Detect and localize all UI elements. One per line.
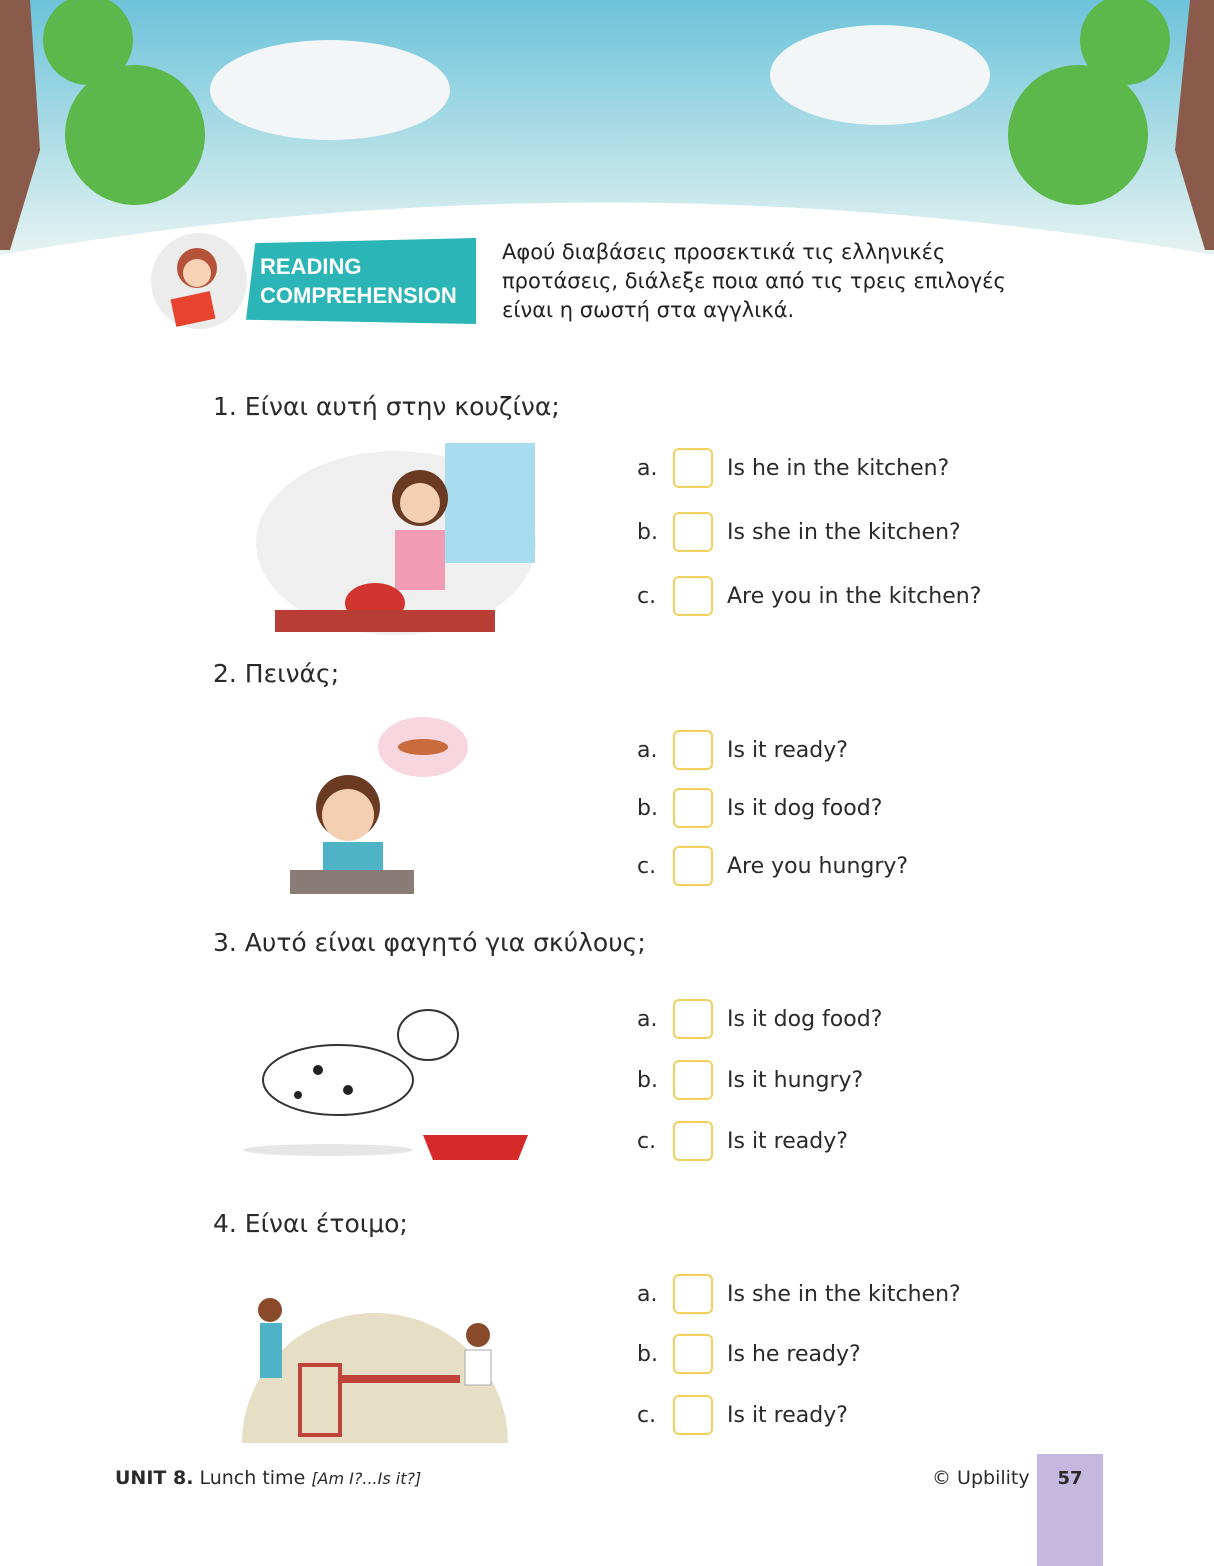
child-with-book-icon <box>151 233 247 329</box>
option-text: Is he in the kitchen? <box>727 455 950 481</box>
page-number: 57 <box>1057 1468 1083 1489</box>
option-letter: a. <box>637 1006 658 1032</box>
option-letter: a. <box>637 455 658 481</box>
answer-checkbox[interactable] <box>673 448 713 488</box>
hungry-boy-illustration <box>288 712 473 897</box>
option-text: Is it ready? <box>727 1128 848 1154</box>
q3-option-a[interactable] <box>637 999 882 1039</box>
q2-option-a[interactable] <box>637 730 848 770</box>
footer-unit <box>115 1467 421 1489</box>
option-letter: c. <box>637 1128 657 1154</box>
q1-option-b[interactable] <box>637 512 961 552</box>
option-text: Is it dog food? <box>727 1006 883 1032</box>
q2-option-c[interactable] <box>637 846 908 886</box>
question-3-title: 3. Αυτό είναι φαγητό για σκύλους; <box>213 928 646 957</box>
answer-checkbox[interactable] <box>673 576 713 616</box>
option-letter: c. <box>637 583 657 609</box>
option-letter: b. <box>637 1341 658 1367</box>
q3-option-b[interactable] <box>637 1060 863 1100</box>
option-letter: b. <box>637 519 658 545</box>
answer-checkbox[interactable] <box>673 788 713 828</box>
option-letter: c. <box>637 1402 657 1428</box>
q3-option-c[interactable] <box>637 1121 848 1161</box>
option-letter: a. <box>637 1281 658 1307</box>
option-text: Are you in the kitchen? <box>727 583 982 609</box>
unit-subtitle: [Am I?...Is it?] <box>311 1469 422 1488</box>
question-4-title: 4. Είναι έτοιμο; <box>213 1209 408 1238</box>
answer-checkbox[interactable] <box>673 1121 713 1161</box>
option-text: Is it dog food? <box>727 795 883 821</box>
banner-line-2: COMPREHENSION <box>260 283 457 308</box>
mother-cooking-illustration <box>255 438 537 636</box>
unit-title: Lunch time <box>199 1467 306 1489</box>
answer-checkbox[interactable] <box>673 999 713 1039</box>
sky-header-illustration <box>0 0 1214 260</box>
option-letter: b. <box>637 1067 658 1093</box>
option-letter: c. <box>637 853 657 879</box>
option-text: Is it ready? <box>727 1402 848 1428</box>
question-1-title: 1. Είναι αυτή στην κουζίνα; <box>213 392 560 421</box>
q4-option-a[interactable] <box>637 1274 961 1314</box>
option-text: Is it ready? <box>727 737 848 763</box>
q4-option-b[interactable] <box>637 1334 861 1374</box>
q4-option-c[interactable] <box>637 1395 848 1435</box>
answer-checkbox[interactable] <box>673 512 713 552</box>
question-2-title: 2. Πεινάς; <box>213 659 340 688</box>
q2-option-b[interactable] <box>637 788 882 828</box>
option-text: Is he ready? <box>727 1341 861 1367</box>
answer-checkbox[interactable] <box>673 1060 713 1100</box>
option-letter: b. <box>637 795 658 821</box>
banner-line-1: READING <box>260 254 362 279</box>
answer-checkbox[interactable] <box>673 846 713 886</box>
instructions: Αφού διαβάσεις προσεκτικά τις ελληνικές προτάσεις, διάλεξε ποια από τις τρεις επιλογές είναι η σωστή στα αγγλικά. <box>502 240 1006 322</box>
copyright: © Upbility <box>932 1467 1030 1489</box>
unit-number: UNIT 8. <box>115 1467 194 1489</box>
reading-kid-avatar <box>151 233 247 329</box>
option-text: Is she in the kitchen? <box>727 519 961 545</box>
banner-label <box>260 252 457 310</box>
option-text: Is she in the kitchen? <box>727 1281 961 1307</box>
option-text: Is it hungry? <box>727 1067 864 1093</box>
answer-checkbox[interactable] <box>673 730 713 770</box>
q1-option-a[interactable] <box>637 448 949 488</box>
option-letter: a. <box>637 737 658 763</box>
answer-checkbox[interactable] <box>673 1395 713 1435</box>
family-lunch-illustration <box>240 1275 510 1445</box>
option-text: Are you hungry? <box>727 853 909 879</box>
answer-checkbox[interactable] <box>673 1274 713 1314</box>
dalmatian-dog-illustration <box>238 1000 533 1165</box>
q1-option-c[interactable] <box>637 576 981 616</box>
answer-checkbox[interactable] <box>673 1334 713 1374</box>
